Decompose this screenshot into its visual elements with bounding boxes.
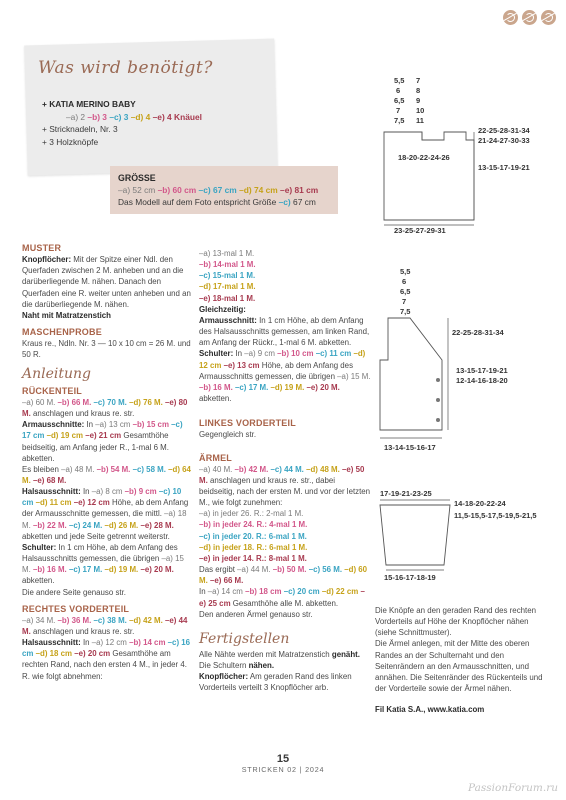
label: 22-25-28-31-34 <box>478 126 530 135</box>
size-b: –b) in jeder 24. R.: 4-mal 1 M. <box>199 520 308 530</box>
size-d: –d) 12 cm <box>199 349 366 370</box>
label: 10 <box>416 106 425 115</box>
size-b: –b) 14-mal 1 M. <box>199 260 256 270</box>
finishing-seams <box>199 649 371 671</box>
size-d: –d) 26 M. <box>104 520 139 530</box>
size-box <box>110 166 338 214</box>
size-a: –a) 8 cm <box>91 487 123 497</box>
muster-text <box>22 254 192 310</box>
text: Das ergibt <box>199 565 235 575</box>
sleeve-outline <box>380 505 450 565</box>
size-c: –c) 17 M. <box>234 382 269 392</box>
size-c: –c) <box>278 197 291 207</box>
label: Armausschnitte: <box>22 420 85 430</box>
label: Knopflöcher: <box>199 672 249 682</box>
label: 17-19-21-23-25 <box>380 489 432 498</box>
size-c: –c) 15-mal 1 M. <box>199 271 256 281</box>
text: Es bleiben <box>22 464 59 474</box>
size-d: –d) 48 M. <box>306 464 340 474</box>
back-armhole <box>22 419 192 464</box>
finishing-buttons: Die Knöpfe an den geraden Rand des rechten Vorderteils auf Höhe der Knopflöcher nähen (siehe Schnittmuster). <box>375 606 536 638</box>
size-a: –a) 15 M. <box>22 554 184 575</box>
front-schematic <box>380 318 442 430</box>
size-a: –a) 2 <box>66 111 86 122</box>
size-note-value: 67 cm <box>293 197 316 207</box>
sleeve-schematic <box>380 505 450 565</box>
finishing-sleeves: Die Ärmel anlegen, mit der Mitte des oberen Randes an der Schulternaht und den Seitenrändern an den Armausschnitten, und annähen. Die Seitenränder des Rückenteils und der Vorderteile sowie der Ärmel nähen. <box>375 639 543 694</box>
materials-heading-wrap <box>38 58 278 78</box>
size-c: –c) 70 M. <box>93 397 127 407</box>
text-bold: nähen. <box>248 661 275 671</box>
watermark: PassionForum.ru <box>468 782 558 794</box>
size-a: –a) 12 cm <box>91 638 127 648</box>
size-a: –a) 18 M. <box>22 509 187 530</box>
size-a: –a) 13 cm <box>95 420 131 430</box>
sleeve-height <box>199 586 371 608</box>
text-bold: genäht. <box>331 650 360 659</box>
size-c: –c) 56 M. <box>308 565 343 575</box>
label: 7,5 <box>394 116 405 125</box>
left-front-text: Gegengleich str. <box>199 430 257 440</box>
right-front-cast-on <box>22 615 192 637</box>
buttonhole-icon <box>436 418 440 422</box>
text: Gesamthöhe am rechten Rand, nach den ersten 4 M., in jeder 4. R. wie folgt abnehmen: <box>22 649 187 681</box>
size-d: –d) 18 cm <box>35 649 73 659</box>
buttonhole-icon <box>436 378 440 382</box>
size-c: –c) 20 cm <box>283 587 320 597</box>
size-b: –b) 66 M. <box>57 397 92 407</box>
sleeve-other: Den anderen Ärmel genauso str. <box>199 609 313 619</box>
text: anschlagen und kraus re. str., dabei beidseitig, nach der ersten M. und vor der letzten M., wie folgt zunehmen: <box>199 475 371 508</box>
text: In <box>82 487 90 497</box>
front-buttonholes <box>436 378 440 422</box>
text: In <box>235 349 242 359</box>
materials-list <box>42 98 202 148</box>
sleeve-result <box>199 564 371 586</box>
back-other-side: Die andere Seite genauso str. <box>22 587 126 597</box>
yarn-ball-icon <box>522 10 537 25</box>
size-a: –a) 9 cm <box>244 349 275 359</box>
size-b: –b) 14 cm <box>129 638 166 648</box>
size-a: –a) 60 M. <box>22 397 56 407</box>
size-b: –b) 18 cm <box>245 587 282 597</box>
text: Höhe, ab dem Anfang der Armausschnitte gemessen, die mittl. <box>22 498 189 519</box>
size-b: –b) 54 M. <box>96 464 131 474</box>
label: 13-15-17-19-21 <box>478 163 530 172</box>
size-b: –b) 22 M. <box>32 520 67 530</box>
size-title: GRÖSSE <box>118 173 156 183</box>
label: 6 <box>402 277 407 286</box>
page-number: 15 <box>276 753 290 765</box>
size-b: –b) 50 M. <box>272 565 307 575</box>
label: 13-15-17-19-21 <box>456 366 508 375</box>
size-a: –a) 52 cm <box>118 185 156 195</box>
back-dim-lines <box>384 132 474 225</box>
text: In 1 cm Höhe, ab dem Anfang des Halsausschnitts gemessen, am linken Rand, am Anfang der Rückr., 1-mal 6 M. abketten. <box>199 315 370 348</box>
front-outline <box>380 318 442 430</box>
size-d: –d) 4 <box>130 111 151 122</box>
size-b: –b) 42 M. <box>234 464 269 474</box>
size-e: –e) in jeder 14. R.: 8-mal 1 M. <box>199 553 307 563</box>
credit: Fil Katia S.A., www.katia.com <box>375 705 485 715</box>
yarn-ball-icon <box>503 10 518 25</box>
label: 13-14-15-16-17 <box>384 443 436 452</box>
text: abketten. <box>22 576 55 586</box>
size-a: –a) 34 M. <box>22 615 56 625</box>
size-c: –c) 17 cm <box>22 420 183 441</box>
label: Schulter: <box>22 542 57 552</box>
size-values <box>118 184 330 196</box>
materials-skeins <box>42 111 202 124</box>
size-c: –c) 10 cm <box>22 487 182 508</box>
size-b: –b) 16 M. <box>32 565 67 575</box>
size-b: –b) 16 M. <box>199 382 233 392</box>
size-d: –d) 42 M. <box>129 615 163 625</box>
text: Alle Nähte werden mit Matratzenstich <box>199 650 330 659</box>
label: 15-16-17-18-19 <box>384 573 436 582</box>
label: Armausschnitt: <box>199 315 257 325</box>
size-e: –e) 44 M. <box>22 615 188 636</box>
yarn-icons <box>503 10 556 25</box>
sleeve-title: ÄRMEL <box>199 452 232 463</box>
size-e: –e) 25 cm <box>199 587 365 608</box>
label: Knopflöcher: <box>22 255 72 265</box>
label: Halsausschnitt: <box>22 487 81 497</box>
materials-brand: + KATIA MERINO BABY <box>42 99 136 109</box>
label: 23-25-27-29-31 <box>394 226 446 235</box>
label: 11,5-15,5-17,5-19,5-21,5 <box>454 511 537 520</box>
column-2 <box>199 248 371 694</box>
muster-seam: Naht mit Matratzenstich <box>22 310 112 320</box>
label: 6,5 <box>400 287 411 296</box>
sleeve-dim-lines <box>380 500 450 570</box>
size-b: –b) 15 cm <box>132 420 169 430</box>
back-title: RÜCKENTEIL <box>22 385 82 396</box>
size-a: –a) 13-mal 1 M. <box>199 249 255 258</box>
label: 11 <box>416 116 424 125</box>
label: 5,5 <box>400 267 411 276</box>
back-labels <box>394 76 531 235</box>
text: Gesamthöhe beidseitig, am Anfang jeder R., 1-mal 6 M. abketten. <box>22 431 169 463</box>
back-schematic <box>384 132 474 220</box>
size-d: –d) 22 cm <box>321 587 359 597</box>
size-note <box>118 196 330 208</box>
size-e: –e) 28 M. <box>140 520 174 530</box>
text: In 1 cm Höhe, ab dem Anfang des Halsausschnitts gemessen, die übrigen <box>22 542 178 564</box>
text: Höhe, ab dem Anfang des Armausschnitts gemessen, die übrigen <box>199 360 354 381</box>
label: 21-24-27-30-33 <box>478 136 530 145</box>
size-d: –d) 17-mal 1 M. <box>199 282 256 292</box>
size-c: –c) 3 <box>109 111 129 122</box>
back-cast-on <box>22 397 192 419</box>
label: Halsausschnitt: <box>22 638 81 648</box>
size-e: –e) 50 M. <box>199 464 365 485</box>
size-e: –e) 20 M. <box>140 565 174 575</box>
materials-needles: + Stricknadeln, Nr. 3 <box>42 124 118 134</box>
label: 14-18-20-22-24 <box>454 499 506 508</box>
back-outline <box>384 132 474 220</box>
right-front-armhole <box>199 315 371 348</box>
label: 6 <box>396 86 401 95</box>
size-c: –c) 24 M. <box>68 520 103 530</box>
size-a: –a) 14 cm <box>207 587 243 597</box>
size-e: –e) 80 M. <box>22 397 188 419</box>
label: 7 <box>402 297 407 306</box>
label: 6,5 <box>394 96 405 105</box>
size-e: –e) 18-mal 1 M. <box>199 293 256 303</box>
size-b: –b) 36 M. <box>57 615 92 625</box>
size-c: –c) 38 M. <box>93 615 127 625</box>
size-a: –a) in jeder 26. R.: 2-mal 1 M. <box>199 509 304 519</box>
size-a: –a) 44 M. <box>237 565 271 575</box>
size-c: –c) in jeder 20. R.: 6-mal 1 M. <box>199 531 307 541</box>
page-footer <box>0 753 566 774</box>
text: anschlagen und kraus re. str. <box>32 627 135 636</box>
label: 7 <box>396 106 401 115</box>
right-front-shoulder <box>199 348 371 404</box>
size-d: –d) 60 M. <box>199 565 368 586</box>
text: Die Schultern <box>199 661 247 671</box>
back-remain <box>22 464 192 486</box>
size-d: –d) 74 cm <box>239 185 278 195</box>
size-d: –d) 11 cm <box>35 498 72 508</box>
text: In <box>82 638 90 648</box>
text: anschlagen und kraus re. str. <box>32 409 135 419</box>
size-d: –d) 76 M. <box>129 397 163 407</box>
size-d: –d) 64 M. <box>22 464 191 485</box>
materials-buttons: + 3 Holzknöpfe <box>42 136 99 147</box>
finishing-buttonholes <box>199 671 371 693</box>
finishing-heading: Fertigstellen <box>199 630 290 647</box>
schematic-diagrams <box>370 60 560 600</box>
size-b: –b) 3 <box>87 111 107 122</box>
sleeve-cast-on <box>199 464 371 509</box>
left-front-title: LINKES VORDERTEIL <box>199 418 296 429</box>
text: Mit der Spitze einer Ndl. den Querfaden zwischen 2 M. anheben und an die darüberliegende M. nähen. Danach den Querfaden eine R. weiter unten anheben und an die darüberliegende M. nähen. <box>22 255 191 309</box>
label: 12-14-16-18-20 <box>456 376 508 385</box>
size-e: –e) 20 cm <box>74 649 111 659</box>
size-d: –d) in jeder 18. R.: 6-mal 1 M. <box>199 542 308 552</box>
text: Am geraden Rand des linken Vorderteils verteilt 3 Knopflöcher arb. <box>199 672 352 693</box>
text: In <box>199 587 206 597</box>
label: 8 <box>416 86 421 95</box>
back-neck <box>22 486 192 542</box>
label: 18-20-22-24-26 <box>398 153 450 162</box>
sleeve-labels <box>380 489 537 582</box>
size-b: –b) 10 cm <box>277 349 314 359</box>
size-note-text: Das Modell auf dem Foto entspricht Größe <box>118 197 277 207</box>
column-3 <box>375 605 550 715</box>
text: Gesamthöhe alle M. abketten. <box>232 598 339 608</box>
simultaneously: Gleichzeitig: <box>199 304 246 314</box>
muster-title: MUSTER <box>22 243 62 253</box>
size-b: –b) 9 cm <box>124 487 157 497</box>
size-c: –c) 11 cm <box>315 349 352 359</box>
label: Schulter: <box>199 349 234 359</box>
gauge-title: MASCHENPROBE <box>22 327 102 338</box>
size-b: –b) 60 cm <box>157 185 197 195</box>
size-c: –c) 17 M. <box>68 565 103 575</box>
column-1 <box>22 243 192 682</box>
buttonhole-icon <box>436 398 440 402</box>
back-shoulder <box>22 542 192 587</box>
size-a: –a) 15 M. <box>337 371 371 381</box>
size-e: –e) 66 M. <box>209 576 244 586</box>
size-e: –e) 81 cm <box>280 185 319 195</box>
size-c: –c) 16 cm <box>22 638 191 659</box>
yarn-ball-icon <box>541 10 556 25</box>
front-labels <box>384 267 508 452</box>
size-e: –e) 4 Knäuel <box>152 111 202 122</box>
size-d: –d) 19 M. <box>270 382 305 392</box>
size-d: –d) 19 cm <box>46 431 83 441</box>
size-e: –e) 68 M. <box>32 475 67 485</box>
label: 7,5 <box>400 307 411 316</box>
magazine-name: STRICKEN 02 | 2024 <box>241 765 325 774</box>
size-e: –e) 12 cm <box>73 498 110 508</box>
right-front-title: RECHTES VORDERTEIL <box>22 603 130 614</box>
text: abketten. <box>199 394 232 404</box>
label: 22-25-28-31-34 <box>452 328 504 337</box>
size-a: –a) 48 M. <box>61 464 95 474</box>
size-a: –a) 40 M. <box>199 464 233 474</box>
size-e: –e) 13 cm <box>223 360 260 370</box>
instructions-heading: Anleitung <box>22 365 91 382</box>
size-e: –e) 20 M. <box>306 382 340 392</box>
gauge-text: Kraus re., Ndln. Nr. 3 — 10 x 10 cm = 26 M. und 50 R. <box>22 339 191 360</box>
size-d: –d) 19 M. <box>104 565 139 575</box>
size-e: –e) 21 cm <box>85 431 122 441</box>
size-c: –c) 58 M. <box>132 464 166 474</box>
right-front-neck <box>22 637 192 682</box>
label: 7 <box>416 76 421 85</box>
text: abketten und jede Seite getrennt weiterstr. <box>22 531 170 541</box>
size-c: –c) 44 M. <box>270 464 304 474</box>
label: 5,5 <box>394 76 405 85</box>
materials-heading: Was wird benötigt? <box>38 58 213 78</box>
label: 9 <box>416 96 421 105</box>
size-c: –c) 67 cm <box>198 185 237 195</box>
text: In <box>86 420 94 430</box>
